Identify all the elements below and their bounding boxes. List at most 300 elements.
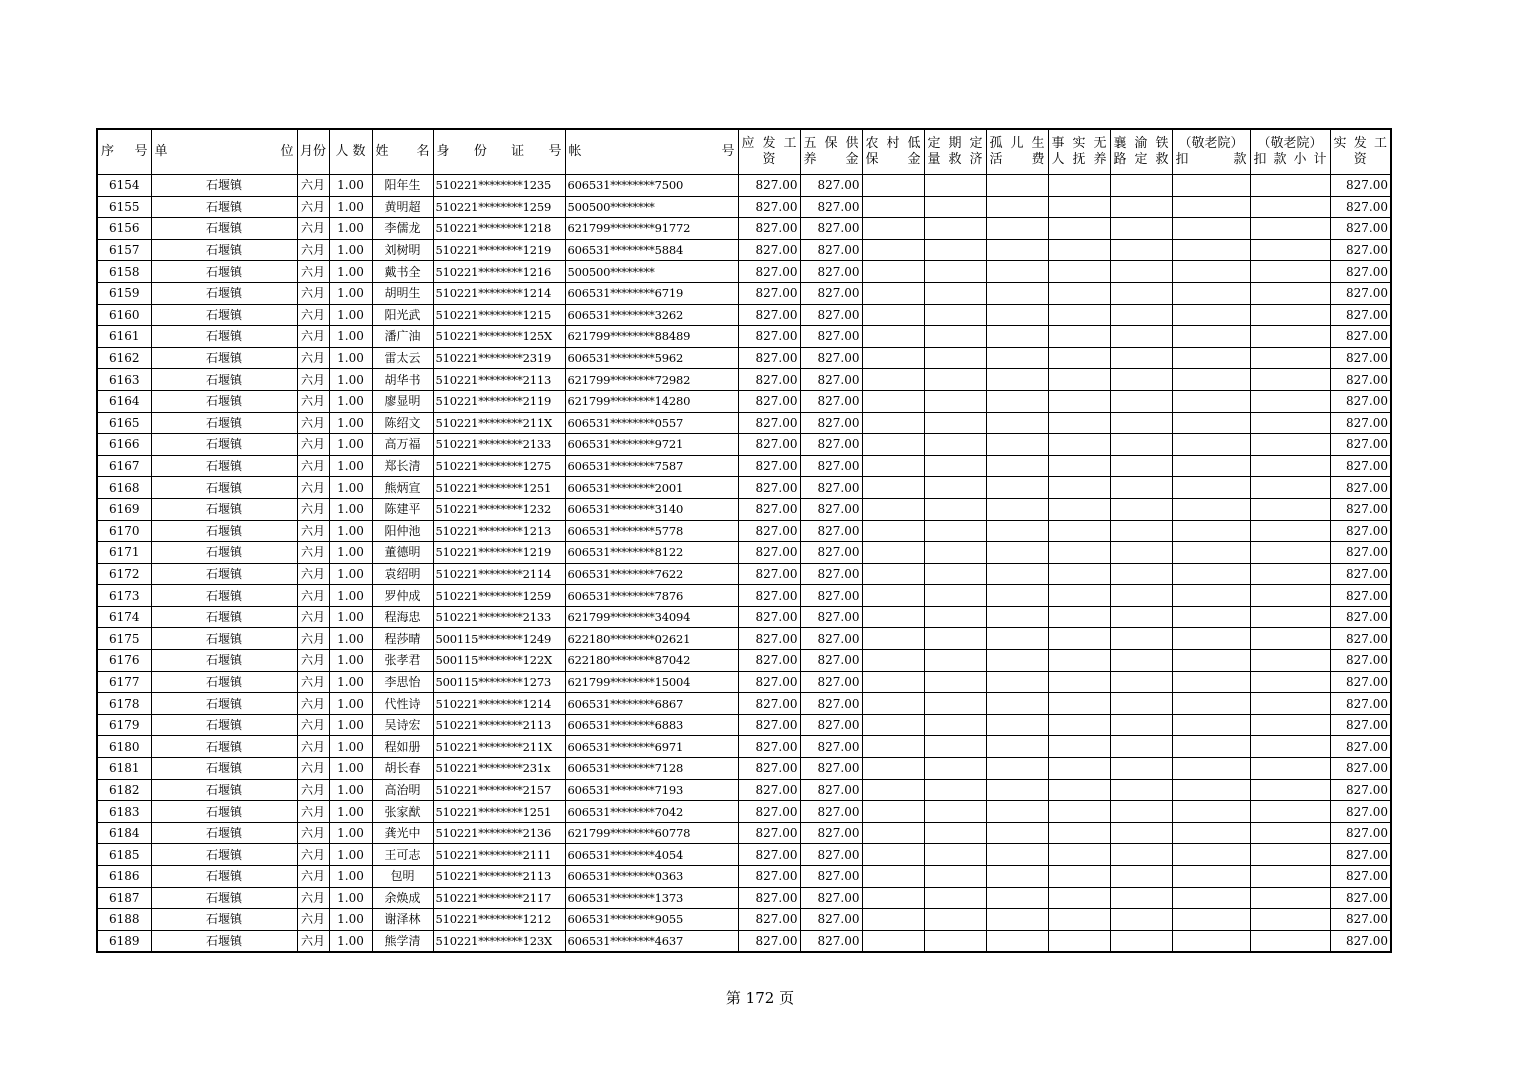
cell-wubao: 827.00 xyxy=(800,671,862,693)
table-row xyxy=(97,196,1391,218)
cell-count: 1.00 xyxy=(329,347,372,369)
cell-wubao: 827.00 xyxy=(800,563,862,585)
cell-seq: 6172 xyxy=(97,563,151,585)
cell-unit: 石堰镇 xyxy=(151,650,297,672)
cell-xiangyu xyxy=(1110,671,1172,693)
cell-seq: 6182 xyxy=(97,779,151,801)
cell-jly-deduct xyxy=(1172,455,1250,477)
table-row xyxy=(97,563,1391,585)
cell-count: 1.00 xyxy=(329,887,372,909)
cell-unit: 石堰镇 xyxy=(151,563,297,585)
cell-month: 六月 xyxy=(297,455,329,477)
cell-guer xyxy=(986,563,1048,585)
cell-due-pay: 827.00 xyxy=(738,196,800,218)
cell-unit: 石堰镇 xyxy=(151,628,297,650)
cell-jly-subtotal xyxy=(1250,563,1330,585)
cell-shishi xyxy=(1048,304,1110,326)
cell-shishi xyxy=(1048,801,1110,823)
cell-account: 606531********9055 xyxy=(565,909,738,931)
cell-account: 606531********7042 xyxy=(565,801,738,823)
cell-guer xyxy=(986,822,1048,844)
cell-actual-pay: 827.00 xyxy=(1330,693,1391,715)
cell-account: 606531********3140 xyxy=(565,498,738,520)
cell-dingliang xyxy=(924,412,986,434)
table-row xyxy=(97,606,1391,628)
cell-unit: 石堰镇 xyxy=(151,434,297,456)
cell-dingliang xyxy=(924,930,986,952)
table-row xyxy=(97,175,1391,197)
cell-month: 六月 xyxy=(297,585,329,607)
cell-guer xyxy=(986,304,1048,326)
cell-id: 510221********1251 xyxy=(433,801,565,823)
cell-dingliang xyxy=(924,369,986,391)
cell-unit: 石堰镇 xyxy=(151,930,297,952)
cell-jly-subtotal xyxy=(1250,887,1330,909)
cell-xiangyu xyxy=(1110,477,1172,499)
cell-name: 雷太云 xyxy=(372,347,433,369)
cell-unit: 石堰镇 xyxy=(151,455,297,477)
col-header-shishi: 事 实 无 人 抚 养 xyxy=(1048,129,1110,175)
cell-unit: 石堰镇 xyxy=(151,714,297,736)
cell-jly-subtotal xyxy=(1250,455,1330,477)
cell-wubao: 827.00 xyxy=(800,650,862,672)
cell-count: 1.00 xyxy=(329,671,372,693)
table-row xyxy=(97,714,1391,736)
cell-jly-deduct xyxy=(1172,887,1250,909)
cell-id: 510221********1218 xyxy=(433,218,565,240)
cell-guer xyxy=(986,693,1048,715)
cell-month: 六月 xyxy=(297,909,329,931)
cell-month: 六月 xyxy=(297,930,329,952)
cell-jly-deduct xyxy=(1172,542,1250,564)
cell-guer xyxy=(986,477,1048,499)
cell-account: 606531********8122 xyxy=(565,542,738,564)
cell-unit: 石堰镇 xyxy=(151,585,297,607)
cell-actual-pay: 827.00 xyxy=(1330,412,1391,434)
cell-xiangyu xyxy=(1110,326,1172,348)
cell-xiangyu xyxy=(1110,498,1172,520)
cell-jly-subtotal xyxy=(1250,866,1330,888)
table-row xyxy=(97,887,1391,909)
cell-account: 606531********7193 xyxy=(565,779,738,801)
cell-jly-subtotal xyxy=(1250,693,1330,715)
cell-dingliang xyxy=(924,175,986,197)
table-row xyxy=(97,542,1391,564)
cell-name: 余焕成 xyxy=(372,887,433,909)
col-header-actual-pay: 实 发 工 资 xyxy=(1330,129,1391,175)
cell-shishi xyxy=(1048,261,1110,283)
cell-actual-pay: 827.00 xyxy=(1330,866,1391,888)
table-row xyxy=(97,758,1391,780)
cell-account: 621799********60778 xyxy=(565,822,738,844)
cell-due-pay: 827.00 xyxy=(738,758,800,780)
cell-jly-subtotal xyxy=(1250,434,1330,456)
table-row xyxy=(97,477,1391,499)
cell-seq: 6158 xyxy=(97,261,151,283)
cell-jly-subtotal xyxy=(1250,261,1330,283)
cell-id: 510221********1259 xyxy=(433,585,565,607)
cell-actual-pay: 827.00 xyxy=(1330,477,1391,499)
cell-due-pay: 827.00 xyxy=(738,866,800,888)
cell-actual-pay: 827.00 xyxy=(1330,498,1391,520)
cell-name: 黄明超 xyxy=(372,196,433,218)
cell-actual-pay: 827.00 xyxy=(1330,369,1391,391)
cell-account: 606531********0363 xyxy=(565,866,738,888)
cell-due-pay: 827.00 xyxy=(738,736,800,758)
cell-wubao: 827.00 xyxy=(800,930,862,952)
cell-seq: 6176 xyxy=(97,650,151,672)
cell-unit: 石堰镇 xyxy=(151,801,297,823)
cell-actual-pay: 827.00 xyxy=(1330,671,1391,693)
cell-month: 六月 xyxy=(297,606,329,628)
cell-dingliang xyxy=(924,650,986,672)
table-row xyxy=(97,909,1391,931)
cell-xiangyu xyxy=(1110,714,1172,736)
cell-shishi xyxy=(1048,369,1110,391)
cell-due-pay: 827.00 xyxy=(738,498,800,520)
cell-jly-subtotal xyxy=(1250,736,1330,758)
cell-dingliang xyxy=(924,196,986,218)
cell-guer xyxy=(986,585,1048,607)
cell-jly-deduct xyxy=(1172,866,1250,888)
cell-month: 六月 xyxy=(297,650,329,672)
cell-unit: 石堰镇 xyxy=(151,866,297,888)
cell-id: 500115********1273 xyxy=(433,671,565,693)
table-row xyxy=(97,736,1391,758)
cell-shishi xyxy=(1048,866,1110,888)
cell-id: 510221********2157 xyxy=(433,779,565,801)
cell-count: 1.00 xyxy=(329,563,372,585)
cell-xiangyu xyxy=(1110,390,1172,412)
cell-dibao xyxy=(862,542,924,564)
cell-count: 1.00 xyxy=(329,930,372,952)
col-header-account: 帐 号 xyxy=(565,129,738,175)
cell-jly-deduct xyxy=(1172,758,1250,780)
cell-seq: 6166 xyxy=(97,434,151,456)
cell-unit: 石堰镇 xyxy=(151,261,297,283)
cell-wubao: 827.00 xyxy=(800,585,862,607)
col-header-dibao: 农 村 低 保 金 xyxy=(862,129,924,175)
cell-seq: 6161 xyxy=(97,326,151,348)
cell-jly-deduct xyxy=(1172,282,1250,304)
cell-account: 606531********5962 xyxy=(565,347,738,369)
cell-name: 程海忠 xyxy=(372,606,433,628)
cell-id: 510221********2113 xyxy=(433,369,565,391)
cell-count: 1.00 xyxy=(329,542,372,564)
cell-dingliang xyxy=(924,347,986,369)
cell-due-pay: 827.00 xyxy=(738,412,800,434)
cell-month: 六月 xyxy=(297,261,329,283)
cell-shishi xyxy=(1048,822,1110,844)
cell-dibao xyxy=(862,866,924,888)
cell-dingliang xyxy=(924,671,986,693)
cell-count: 1.00 xyxy=(329,304,372,326)
cell-month: 六月 xyxy=(297,326,329,348)
cell-jly-deduct xyxy=(1172,563,1250,585)
cell-jly-subtotal xyxy=(1250,175,1330,197)
cell-name: 罗仲成 xyxy=(372,585,433,607)
cell-due-pay: 827.00 xyxy=(738,239,800,261)
cell-guer xyxy=(986,175,1048,197)
cell-shishi xyxy=(1048,693,1110,715)
cell-dingliang xyxy=(924,477,986,499)
cell-due-pay: 827.00 xyxy=(738,369,800,391)
cell-name: 戴书全 xyxy=(372,261,433,283)
cell-due-pay: 827.00 xyxy=(738,282,800,304)
cell-count: 1.00 xyxy=(329,455,372,477)
cell-actual-pay: 827.00 xyxy=(1330,844,1391,866)
cell-account: 606531********6867 xyxy=(565,693,738,715)
cell-unit: 石堰镇 xyxy=(151,736,297,758)
cell-due-pay: 827.00 xyxy=(738,520,800,542)
cell-guer xyxy=(986,628,1048,650)
cell-dingliang xyxy=(924,261,986,283)
cell-xiangyu xyxy=(1110,736,1172,758)
cell-count: 1.00 xyxy=(329,498,372,520)
cell-guer xyxy=(986,606,1048,628)
cell-dibao xyxy=(862,326,924,348)
cell-seq: 6180 xyxy=(97,736,151,758)
cell-wubao: 827.00 xyxy=(800,369,862,391)
cell-count: 1.00 xyxy=(329,218,372,240)
col-header-xiangyu: 襄 渝 铁 路 定 救 xyxy=(1110,129,1172,175)
cell-jly-deduct xyxy=(1172,650,1250,672)
cell-jly-subtotal xyxy=(1250,822,1330,844)
cell-month: 六月 xyxy=(297,175,329,197)
cell-jly-deduct xyxy=(1172,628,1250,650)
cell-actual-pay: 827.00 xyxy=(1330,520,1391,542)
cell-id: 510221********1216 xyxy=(433,261,565,283)
cell-id: 510221********125X xyxy=(433,326,565,348)
cell-jly-subtotal xyxy=(1250,326,1330,348)
cell-dingliang xyxy=(924,779,986,801)
cell-dibao xyxy=(862,887,924,909)
cell-wubao: 827.00 xyxy=(800,261,862,283)
cell-name: 王可志 xyxy=(372,844,433,866)
cell-account: 606531********9721 xyxy=(565,434,738,456)
cell-unit: 石堰镇 xyxy=(151,412,297,434)
cell-guer xyxy=(986,520,1048,542)
cell-wubao: 827.00 xyxy=(800,844,862,866)
cell-dingliang xyxy=(924,801,986,823)
cell-unit: 石堰镇 xyxy=(151,239,297,261)
cell-seq: 6184 xyxy=(97,822,151,844)
cell-jly-deduct xyxy=(1172,196,1250,218)
cell-account: 606531********4054 xyxy=(565,844,738,866)
cell-wubao: 827.00 xyxy=(800,304,862,326)
cell-id: 510221********2136 xyxy=(433,822,565,844)
cell-id: 510221********2119 xyxy=(433,390,565,412)
col-header-dingliang: 定 期 定 量 救 济 xyxy=(924,129,986,175)
table-row xyxy=(97,261,1391,283)
cell-guer xyxy=(986,369,1048,391)
cell-dingliang xyxy=(924,585,986,607)
cell-jly-deduct xyxy=(1172,714,1250,736)
cell-name: 董德明 xyxy=(372,542,433,564)
cell-name: 陈绍文 xyxy=(372,412,433,434)
cell-month: 六月 xyxy=(297,714,329,736)
table-row xyxy=(97,693,1391,715)
cell-dingliang xyxy=(924,606,986,628)
cell-guer xyxy=(986,282,1048,304)
cell-count: 1.00 xyxy=(329,239,372,261)
cell-month: 六月 xyxy=(297,844,329,866)
cell-xiangyu xyxy=(1110,779,1172,801)
cell-count: 1.00 xyxy=(329,779,372,801)
cell-month: 六月 xyxy=(297,520,329,542)
cell-due-pay: 827.00 xyxy=(738,477,800,499)
cell-dibao xyxy=(862,758,924,780)
cell-account: 500500******** xyxy=(565,261,738,283)
cell-dingliang xyxy=(924,909,986,931)
cell-dingliang xyxy=(924,282,986,304)
cell-xiangyu xyxy=(1110,304,1172,326)
cell-id: 510221********1275 xyxy=(433,455,565,477)
cell-unit: 石堰镇 xyxy=(151,282,297,304)
cell-account: 621799********91772 xyxy=(565,218,738,240)
cell-actual-pay: 827.00 xyxy=(1330,909,1391,931)
cell-id: 510221********2319 xyxy=(433,347,565,369)
cell-dingliang xyxy=(924,434,986,456)
cell-shishi xyxy=(1048,844,1110,866)
cell-shishi xyxy=(1048,498,1110,520)
cell-wubao: 827.00 xyxy=(800,520,862,542)
cell-jly-subtotal xyxy=(1250,779,1330,801)
cell-name: 郑长清 xyxy=(372,455,433,477)
cell-dingliang xyxy=(924,693,986,715)
table-row xyxy=(97,628,1391,650)
cell-id: 510221********1213 xyxy=(433,520,565,542)
cell-jly-deduct xyxy=(1172,218,1250,240)
cell-xiangyu xyxy=(1110,563,1172,585)
cell-account: 606531********3262 xyxy=(565,304,738,326)
cell-account: 606531********2001 xyxy=(565,477,738,499)
cell-seq: 6163 xyxy=(97,369,151,391)
cell-account: 606531********4637 xyxy=(565,930,738,952)
cell-name: 胡明生 xyxy=(372,282,433,304)
cell-xiangyu xyxy=(1110,844,1172,866)
cell-jly-deduct xyxy=(1172,671,1250,693)
cell-name: 胡长春 xyxy=(372,758,433,780)
cell-account: 606531********6719 xyxy=(565,282,738,304)
cell-account: 606531********6971 xyxy=(565,736,738,758)
cell-actual-pay: 827.00 xyxy=(1330,714,1391,736)
cell-month: 六月 xyxy=(297,196,329,218)
cell-shishi xyxy=(1048,218,1110,240)
cell-dingliang xyxy=(924,304,986,326)
cell-jly-subtotal xyxy=(1250,477,1330,499)
cell-month: 六月 xyxy=(297,736,329,758)
cell-unit: 石堰镇 xyxy=(151,520,297,542)
cell-name: 龚光中 xyxy=(372,822,433,844)
cell-seq: 6173 xyxy=(97,585,151,607)
cell-wubao: 827.00 xyxy=(800,736,862,758)
cell-count: 1.00 xyxy=(329,758,372,780)
cell-wubao: 827.00 xyxy=(800,239,862,261)
col-header-id: 身 份 证 号 xyxy=(433,129,565,175)
cell-actual-pay: 827.00 xyxy=(1330,347,1391,369)
cell-wubao: 827.00 xyxy=(800,758,862,780)
cell-guer xyxy=(986,714,1048,736)
cell-name: 张家猷 xyxy=(372,801,433,823)
cell-unit: 石堰镇 xyxy=(151,844,297,866)
cell-shishi xyxy=(1048,326,1110,348)
cell-jly-deduct xyxy=(1172,844,1250,866)
cell-seq: 6189 xyxy=(97,930,151,952)
cell-xiangyu xyxy=(1110,369,1172,391)
cell-unit: 石堰镇 xyxy=(151,758,297,780)
cell-jly-subtotal xyxy=(1250,801,1330,823)
cell-unit: 石堰镇 xyxy=(151,218,297,240)
cell-shishi xyxy=(1048,347,1110,369)
cell-guer xyxy=(986,326,1048,348)
cell-dibao xyxy=(862,261,924,283)
cell-shishi xyxy=(1048,175,1110,197)
cell-actual-pay: 827.00 xyxy=(1330,779,1391,801)
cell-actual-pay: 827.00 xyxy=(1330,261,1391,283)
cell-month: 六月 xyxy=(297,282,329,304)
cell-shishi xyxy=(1048,390,1110,412)
cell-month: 六月 xyxy=(297,822,329,844)
table-row xyxy=(97,369,1391,391)
cell-dibao xyxy=(862,650,924,672)
cell-xiangyu xyxy=(1110,801,1172,823)
cell-actual-pay: 827.00 xyxy=(1330,563,1391,585)
table-row xyxy=(97,455,1391,477)
cell-count: 1.00 xyxy=(329,866,372,888)
cell-xiangyu xyxy=(1110,866,1172,888)
cell-wubao: 827.00 xyxy=(800,887,862,909)
cell-jly-deduct xyxy=(1172,606,1250,628)
cell-jly-subtotal xyxy=(1250,520,1330,542)
cell-id: 510221********1212 xyxy=(433,909,565,931)
cell-dibao xyxy=(862,477,924,499)
cell-name: 熊炳宣 xyxy=(372,477,433,499)
cell-name: 阳年生 xyxy=(372,175,433,197)
cell-dibao xyxy=(862,498,924,520)
cell-month: 六月 xyxy=(297,628,329,650)
cell-account: 500500******** xyxy=(565,196,738,218)
cell-shishi xyxy=(1048,282,1110,304)
cell-wubao: 827.00 xyxy=(800,434,862,456)
cell-shishi xyxy=(1048,606,1110,628)
cell-dibao xyxy=(862,822,924,844)
cell-id: 500115********122X xyxy=(433,650,565,672)
cell-seq: 6162 xyxy=(97,347,151,369)
cell-id: 510221********1232 xyxy=(433,498,565,520)
cell-name: 袁绍明 xyxy=(372,563,433,585)
cell-jly-deduct xyxy=(1172,930,1250,952)
table-row xyxy=(97,671,1391,693)
cell-guer xyxy=(986,866,1048,888)
cell-name: 李儒龙 xyxy=(372,218,433,240)
cell-id: 510221********1214 xyxy=(433,693,565,715)
cell-xiangyu xyxy=(1110,909,1172,931)
cell-actual-pay: 827.00 xyxy=(1330,822,1391,844)
table-row xyxy=(97,801,1391,823)
cell-due-pay: 827.00 xyxy=(738,801,800,823)
table-row xyxy=(97,520,1391,542)
cell-dibao xyxy=(862,714,924,736)
cell-id: 510221********2113 xyxy=(433,714,565,736)
cell-jly-deduct xyxy=(1172,585,1250,607)
cell-account: 606531********7622 xyxy=(565,563,738,585)
cell-name: 李思怡 xyxy=(372,671,433,693)
table-row xyxy=(97,650,1391,672)
cell-name: 熊学清 xyxy=(372,930,433,952)
cell-actual-pay: 827.00 xyxy=(1330,930,1391,952)
cell-due-pay: 827.00 xyxy=(738,909,800,931)
